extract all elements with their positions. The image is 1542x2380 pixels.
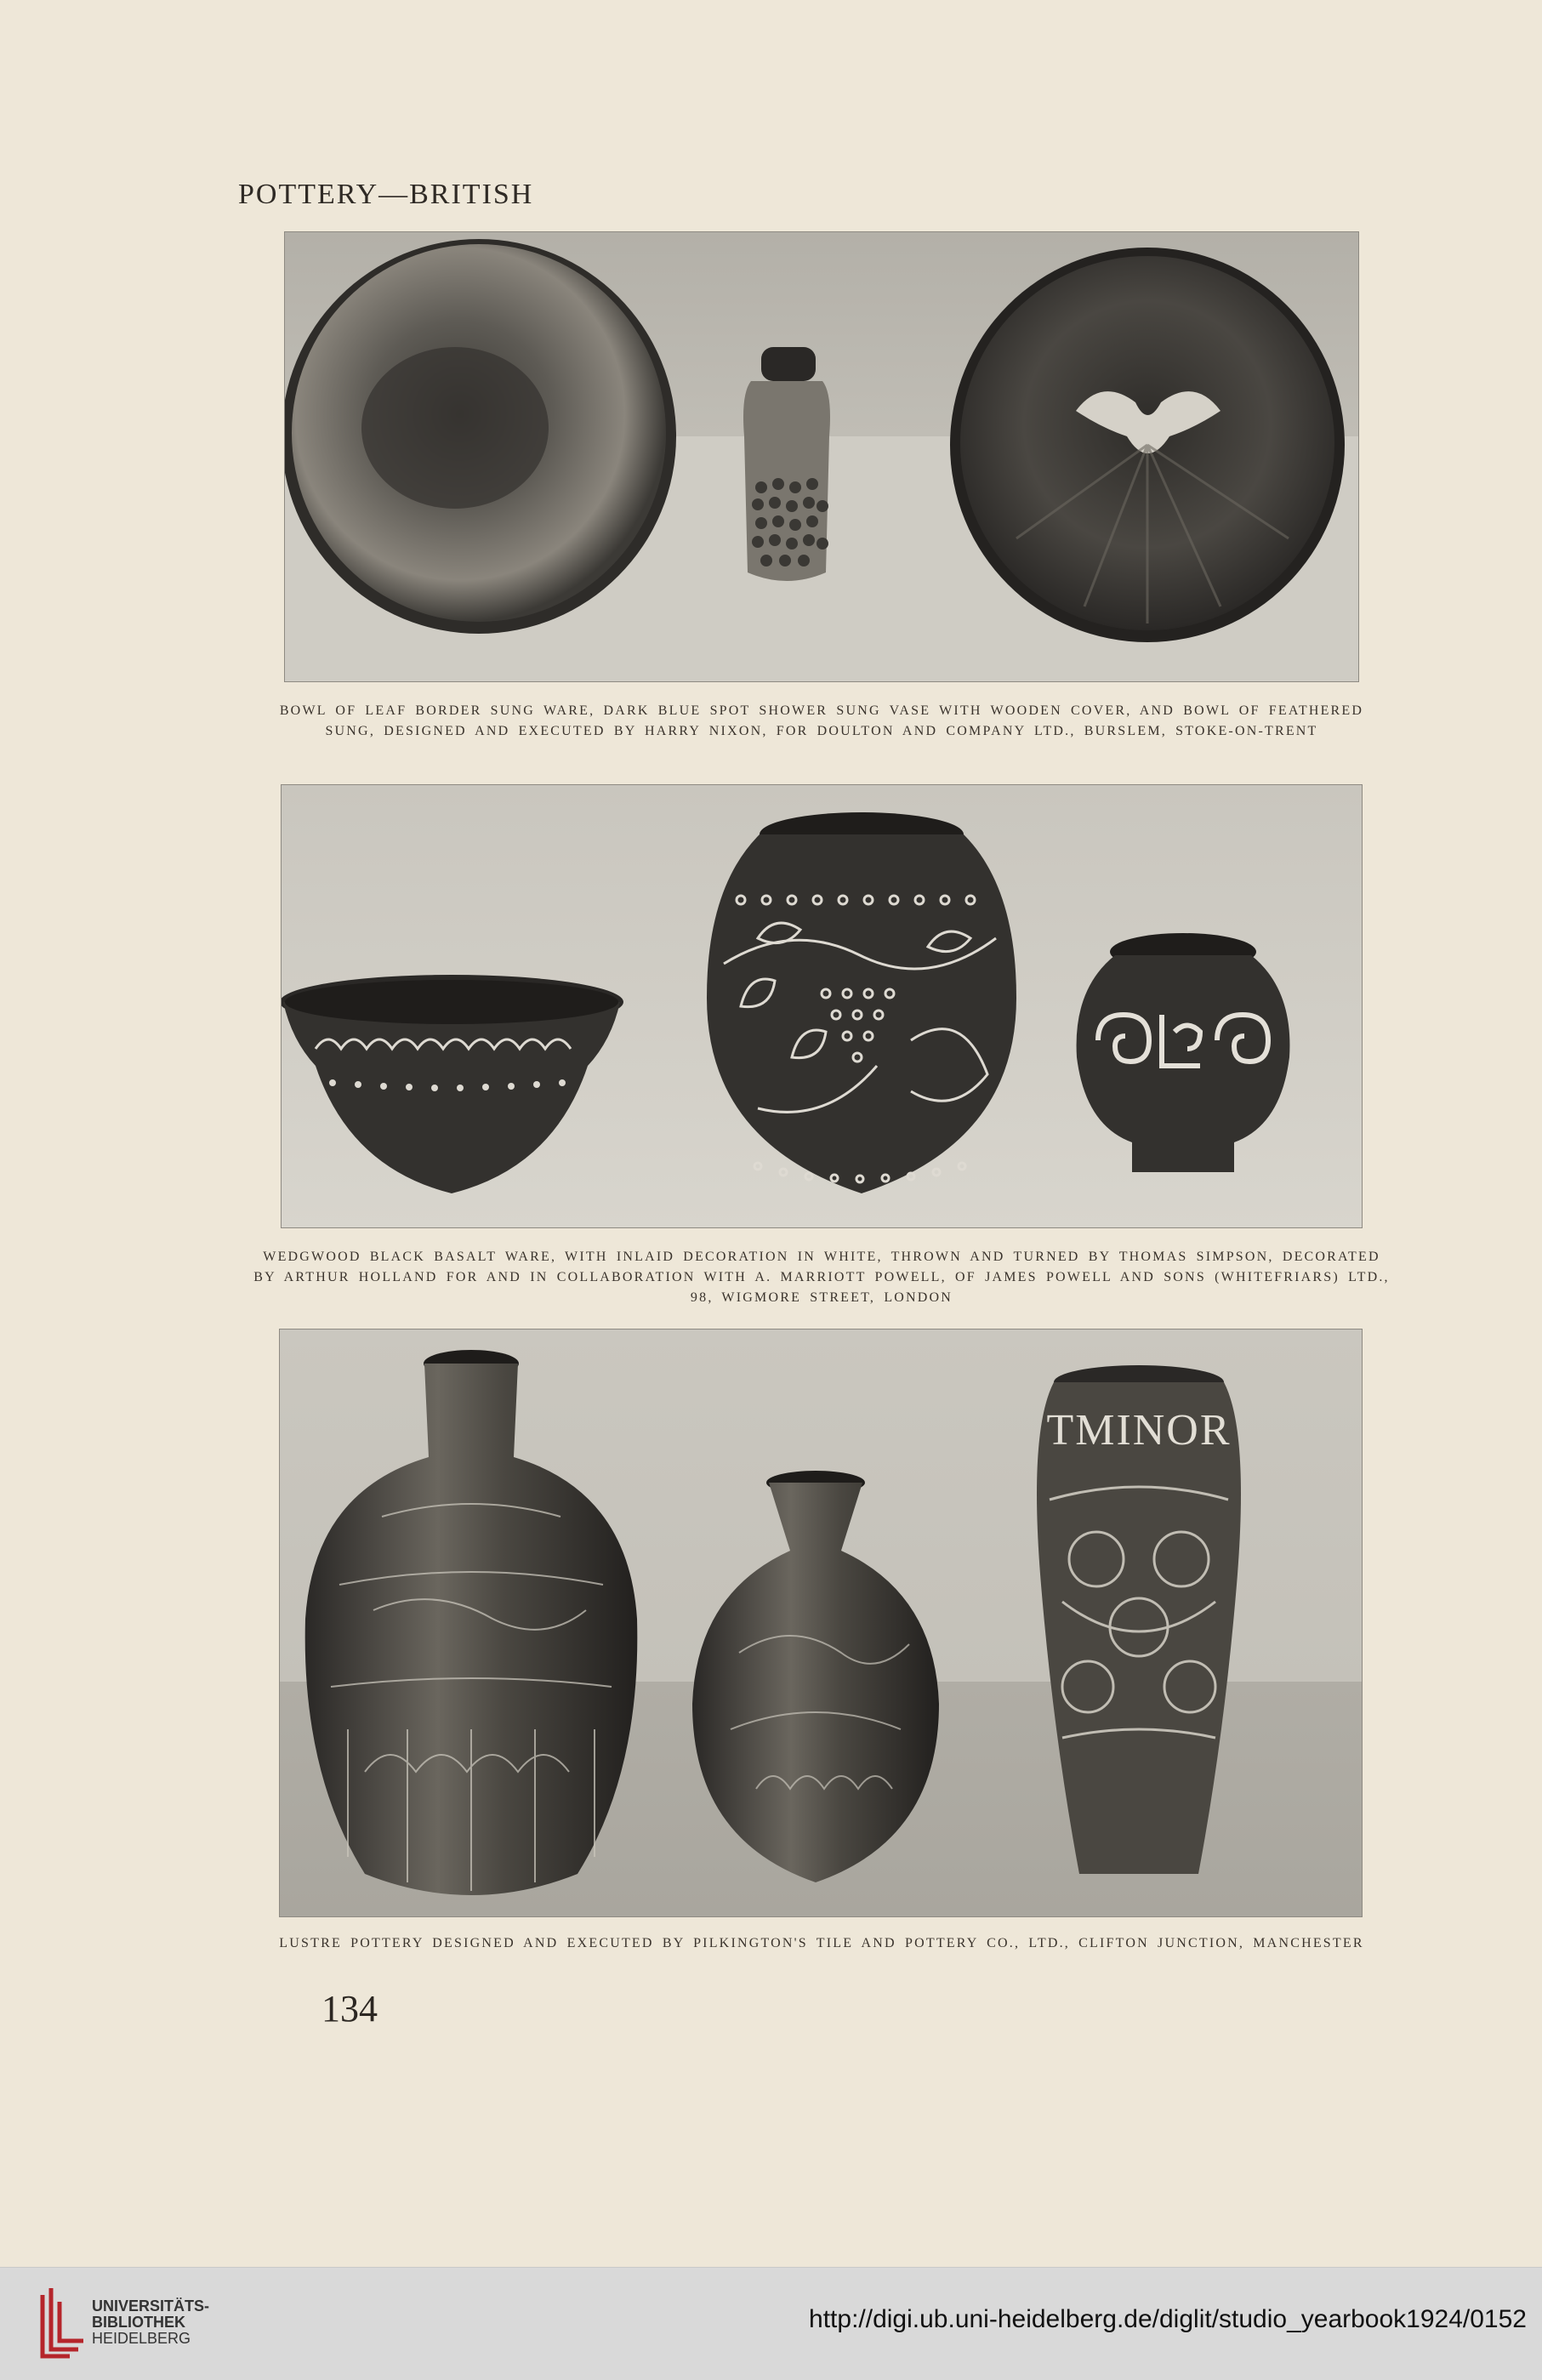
library-logo-icon	[36, 2285, 87, 2366]
permalink-url[interactable]: http://digi.ub.uni-heidelberg.de/diglit/studio_yearbook1924/0152	[809, 2305, 1527, 2333]
vase-inscription: TMINOR	[1046, 1406, 1232, 1455]
library-line-1: UNIVERSITÄTS-	[92, 2297, 210, 2315]
digitization-footer	[0, 2267, 1542, 2380]
photo-plate-basalt-ware	[281, 784, 1363, 1228]
page-number: 134	[321, 1988, 378, 2030]
library-name	[92, 2298, 209, 2347]
caption-basalt-ware: WEDGWOOD BLACK BASALT WARE, WITH INLAID DECORATION IN WHITE, THROWN AND TURNED BY THOMAS SIMPSON, DECORATED BY ARTHUR HOLLAND FOR AND IN COLLABORATION WITH A. MARRIOTT POWELL, OF JAMES POWELL AND SONS (WHITEFRIARS) LTD., 98, WIGMORE STREET, LONDON	[253, 1250, 1390, 1305]
caption-sung-ware: BOWL OF LEAF BORDER SUNG WARE, DARK BLUE SPOT SHOWER SUNG VASE WITH WOODEN COVER, AND BOWL OF FEATHERED SUNG, DESIGNED AND EXECUTED BY HARRY NIXON, FOR DOULTON AND COMPANY LTD., BURSLEM, STOKE-ON-TRENT	[279, 703, 1364, 738]
library-line-2: BIBLIOTHEK	[92, 2314, 185, 2331]
running-head: POTTERY—BRITISH	[238, 179, 534, 210]
photo-plate-sung-ware	[284, 231, 1359, 682]
photo-plate-lustre-pottery	[279, 1329, 1363, 1917]
caption-lustre-pottery: LUSTRE POTTERY DESIGNED AND EXECUTED BY PILKINGTON'S TILE AND POTTERY CO., LTD., CLIFTON JUNCTION, MANCHESTER	[279, 1936, 1364, 1950]
library-line-3: HEIDELBERG	[92, 2330, 191, 2347]
